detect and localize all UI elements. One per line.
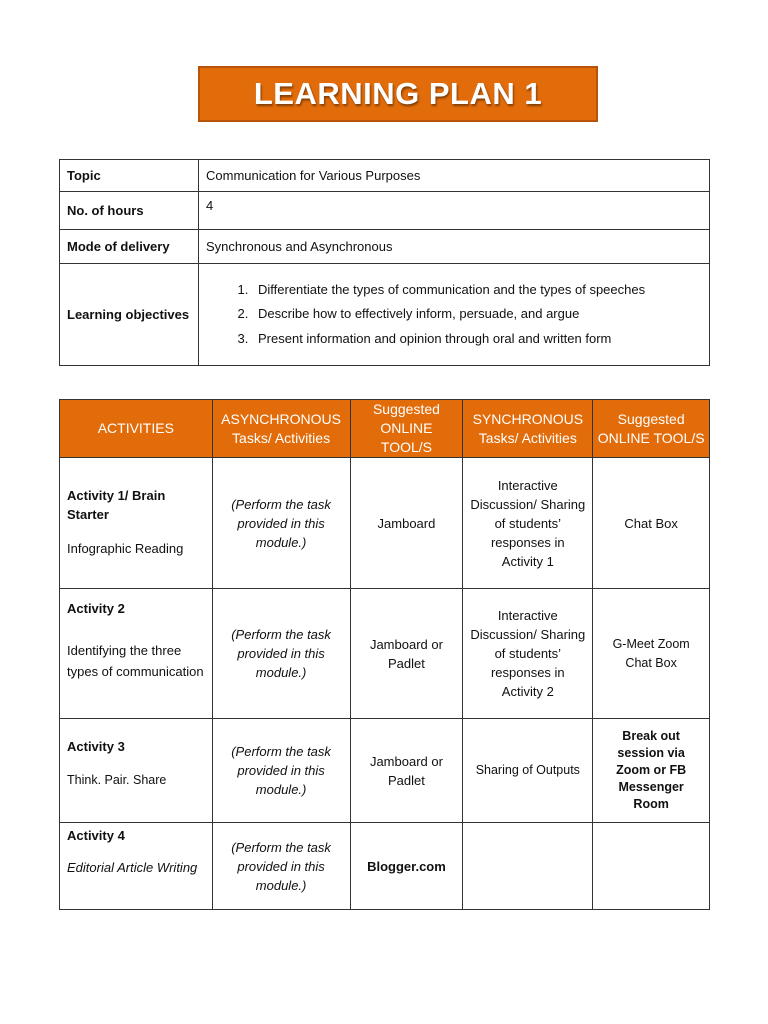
async-task-cell: (Perform the task provided in this module.) bbox=[212, 458, 350, 589]
activities-table bbox=[59, 399, 710, 910]
activities-header-row bbox=[60, 400, 710, 458]
sync-tool-cell bbox=[593, 823, 710, 910]
activity-cell bbox=[60, 458, 213, 589]
activity-cell bbox=[60, 719, 213, 823]
async-task-cell: (Perform the task provided in this module.) bbox=[212, 823, 350, 910]
async-tool-cell: Jamboard or Padlet bbox=[350, 719, 463, 823]
header-activities: ACTIVITIES bbox=[60, 400, 213, 458]
info-row-objectives bbox=[60, 264, 710, 366]
sync-task-cell: Interactive Discussion/ Sharing of students’ responses in Activity 2 bbox=[463, 589, 593, 719]
activity-desc: Infographic Reading bbox=[67, 541, 184, 556]
topic-value: Communication for Various Purposes bbox=[199, 160, 710, 192]
hours-label: No. of hours bbox=[60, 192, 199, 230]
activity-desc: Identifying the three types of communication bbox=[67, 643, 204, 679]
sync-tool-cell: Break out session via Zoom or FB Messenger Room bbox=[593, 719, 710, 823]
activity-title: Activity 4 bbox=[67, 828, 125, 843]
info-row-mode bbox=[60, 230, 710, 264]
objectives-label: Learning objectives bbox=[60, 264, 199, 366]
async-tool-cell: Jamboard bbox=[350, 458, 463, 589]
objectives-list bbox=[206, 278, 702, 352]
activity-title: Activity 3 bbox=[67, 739, 125, 754]
info-row-hours bbox=[60, 192, 710, 230]
table-row bbox=[60, 589, 710, 719]
sync-task-cell: Sharing of Outputs bbox=[463, 719, 593, 823]
hours-value: 4 bbox=[199, 192, 710, 230]
sync-task-cell: Interactive Discussion/ Sharing of students’ responses in Activity 1 bbox=[463, 458, 593, 589]
header-async-tools: Suggested ONLINE TOOL/S bbox=[350, 400, 463, 458]
title-banner bbox=[198, 66, 598, 122]
async-task-cell: (Perform the task provided in this module.) bbox=[212, 719, 350, 823]
mode-label: Mode of delivery bbox=[60, 230, 199, 264]
info-table bbox=[59, 159, 710, 366]
objective-item: 2. Describe how to effectively inform, persuade, and argue bbox=[252, 302, 702, 327]
info-row-topic bbox=[60, 160, 710, 192]
topic-label: Topic bbox=[60, 160, 199, 192]
sync-tool-cell: Chat Box bbox=[593, 458, 710, 589]
table-row bbox=[60, 823, 710, 910]
activity-title: Activity 1/ Brain Starter bbox=[67, 488, 166, 522]
activity-desc: Editorial Article Writing bbox=[67, 860, 198, 875]
header-async-tasks: ASYNCHRONOUS Tasks/ Activities bbox=[212, 400, 350, 458]
header-sync-tools: Suggested ONLINE TOOL/S bbox=[593, 400, 710, 458]
sync-tool-cell: G-Meet Zoom Chat Box bbox=[593, 589, 710, 719]
activity-cell bbox=[60, 823, 213, 910]
activity-desc: Think. Pair. Share bbox=[67, 773, 167, 787]
activity-cell bbox=[60, 589, 213, 719]
page-title: LEARNING PLAN 1 bbox=[253, 76, 543, 111]
async-tool-cell: Blogger.com bbox=[350, 823, 463, 910]
async-tool-cell: Jamboard or Padlet bbox=[350, 589, 463, 719]
objectives-cell bbox=[199, 264, 710, 366]
table-row bbox=[60, 458, 710, 589]
activity-title: Activity 2 bbox=[67, 601, 125, 616]
sync-task-cell bbox=[463, 823, 593, 910]
mode-value: Synchronous and Asynchronous bbox=[199, 230, 710, 264]
header-sync-tasks: SYNCHRONOUS Tasks/ Activities bbox=[463, 400, 593, 458]
async-task-cell: (Perform the task provided in this module.) bbox=[212, 589, 350, 719]
objective-item: 3. Present information and opinion through oral and written form bbox=[252, 327, 702, 352]
table-row bbox=[60, 719, 710, 823]
objective-item: 1. Differentiate the types of communication and the types of speeches bbox=[252, 278, 702, 303]
